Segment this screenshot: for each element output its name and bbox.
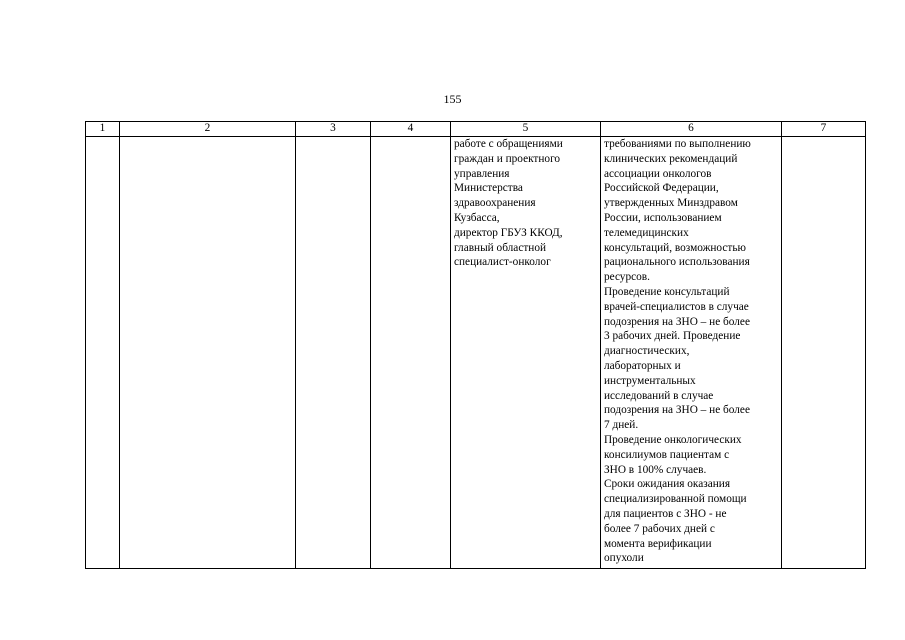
page-number: 155 (443, 92, 462, 106)
table-row (86, 137, 866, 569)
requirements-text: требованиями по выполнению клинических рекомендаций ассоциации онкологов Российской Федерации, утвержденных Минздравом России, использованием телемедицинских консультаций, возможностью рационального использования ресурсов. Проведение консультаций врачей-специалистов в случае подозрения на ЗНО – не более 3 рабочих дней. Проведение диагностических, лабораторных и инструментальных исследований в случае подозрения на ЗНО – не более 7 дней. Проведение онкологических консилиумов пациентам с ЗНО в 100% случаев. Сроки ожидания оказания специализированной помощи для пациентов с ЗНО - не более 7 рабочих дней с момента верификации опухоли (604, 138, 751, 565)
header-col-5: 5 (451, 122, 601, 137)
cell-col-5 (451, 137, 601, 569)
cell-col-4 (371, 137, 451, 569)
responsible-text: работе с обращениями граждан и проектного управления Министерства здравоохранения Кузбасса, директор ГБУЗ ККОД, главный областной специалист-онколог (454, 138, 563, 269)
header-col-3: 3 (296, 122, 371, 137)
cell-col-2 (120, 137, 296, 569)
cell-col-6 (601, 137, 782, 569)
header-col-6: 6 (601, 122, 782, 137)
cell-col-1 (86, 137, 120, 569)
table-header-row (86, 122, 866, 137)
header-col-7: 7 (782, 122, 866, 137)
header-col-1: 1 (86, 122, 120, 137)
cell-col-3 (296, 137, 371, 569)
cell-col-7 (782, 137, 866, 569)
header-col-4: 4 (371, 122, 451, 137)
header-col-2: 2 (120, 122, 296, 137)
document-table (85, 121, 866, 569)
